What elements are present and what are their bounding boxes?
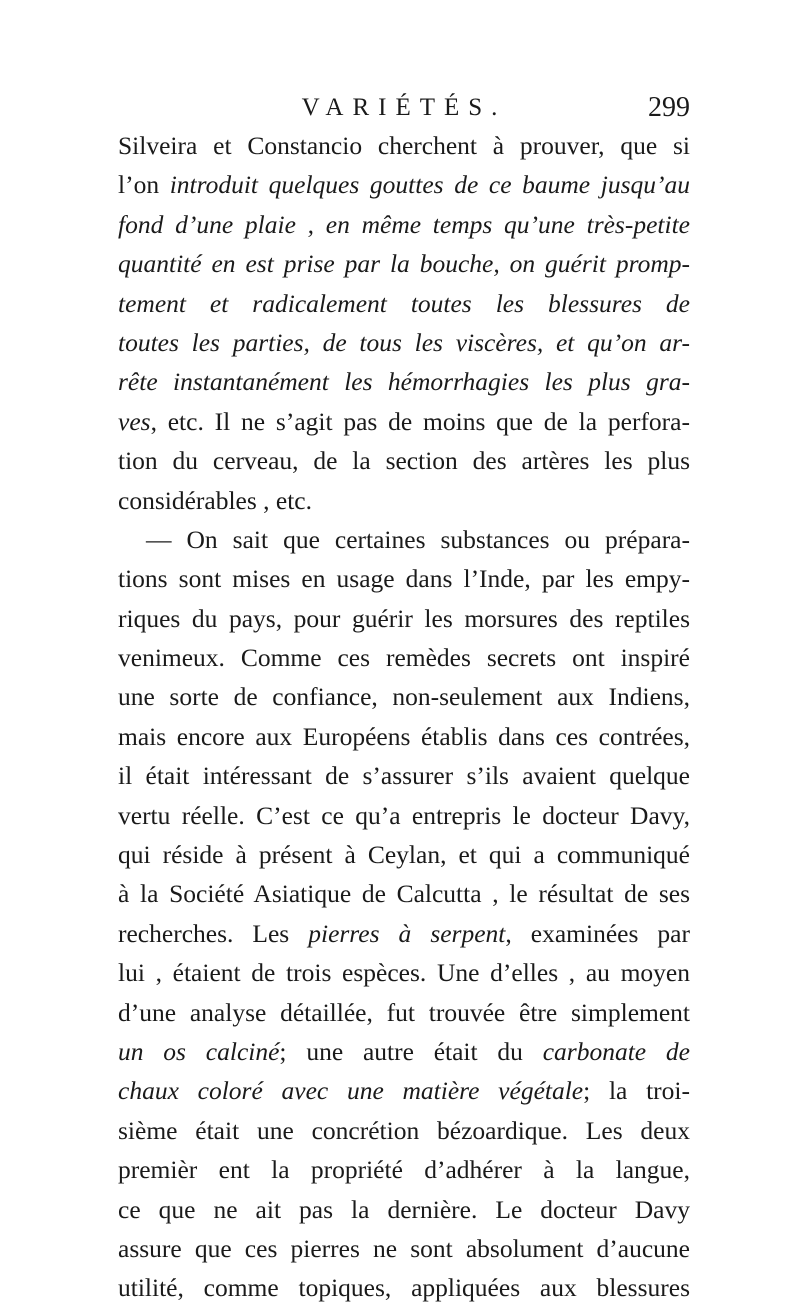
text-line — [118, 1150, 690, 1189]
roman-text: venimeux. Comme ces remèdes secrets ont inspiré — [118, 643, 690, 673]
text-line — [118, 284, 690, 323]
italic-text: quantité en est prise par la bouche, on guérit promp- — [118, 249, 690, 279]
text-line — [118, 1190, 690, 1229]
text-line — [118, 796, 690, 835]
italic-text: fond d’une plaie , en même temps qu’une très-petite — [118, 209, 690, 239]
italic-text: chaux coloré avec une matière végétale — [118, 1076, 584, 1106]
roman-text: l’on — [118, 170, 170, 200]
text-line — [118, 1229, 690, 1268]
text-line — [118, 441, 690, 480]
text-line — [118, 638, 690, 677]
roman-text: ; la troi- — [583, 1076, 691, 1106]
roman-text: utilité, comme topiques, appliquées aux blessures — [118, 1273, 690, 1303]
text-line — [118, 1071, 690, 1110]
italic-text: pierres à serpent — [308, 918, 506, 948]
roman-text: tion du cerveau, de la section des artères les plus — [118, 446, 690, 476]
running-head — [118, 86, 690, 130]
page-number: 299 — [648, 92, 690, 123]
roman-text: , examinées par — [505, 918, 690, 948]
text-line — [118, 1268, 690, 1307]
roman-text: il était intéressant de s’assurer s’ils avaient quelque — [118, 761, 690, 791]
text-line — [118, 599, 690, 638]
text-line — [118, 953, 690, 992]
roman-text: à la Société Asiatique de Calcutta , le résultat de ses — [118, 879, 690, 909]
italic-text: introduit quelques gouttes de ce baume jusqu’au — [169, 170, 690, 200]
roman-text: riques du pays, pour guérir les morsures des reptiles — [118, 603, 690, 633]
italic-text: un os calciné — [118, 1036, 280, 1066]
running-title: VARIÉTÉS. — [301, 94, 507, 121]
text-line — [118, 402, 690, 441]
roman-text: vertu réelle. C’est ce qu’a entrepris le docteur Davy, — [118, 800, 690, 830]
roman-text: tions sont mises en usage dans l’Inde, par les empy- — [118, 564, 690, 594]
italic-text: toutes les parties, de tous les viscères, et qu’on ar- — [118, 327, 690, 357]
text-line — [118, 481, 690, 520]
text-line — [118, 165, 690, 204]
roman-text: ce que ne ait pas la dernière. Le docteur Davy — [118, 1194, 690, 1224]
roman-text: considérables , etc. — [118, 485, 313, 515]
text-line — [118, 1032, 690, 1071]
text-line — [118, 244, 690, 283]
roman-text: recherches. Les — [118, 918, 309, 948]
text-line — [118, 520, 690, 559]
text-line — [118, 717, 690, 756]
text-line — [118, 874, 690, 913]
text-line — [118, 126, 690, 165]
roman-text: premièr ent la propriété d’adhérer à la langue, — [118, 1155, 690, 1185]
body-text — [118, 126, 690, 1308]
text-line — [118, 677, 690, 716]
roman-text: , etc. Il ne s’agit pas de moins que de la perfora- — [150, 406, 690, 436]
roman-text: une sorte de confiance, non-seulement aux Indiens, — [118, 682, 690, 712]
roman-text: ; une autre était du — [279, 1036, 543, 1066]
italic-text: carbonate de — [542, 1036, 690, 1066]
roman-text: assure que ces pierres ne sont absolument d’aucune — [118, 1233, 690, 1263]
text-line — [118, 205, 690, 244]
roman-text: sième était une concrétion bézoardique. Les deux — [118, 1115, 690, 1145]
roman-text: qui réside à présent à Ceylan, et qui a communiqué — [118, 840, 690, 870]
text-line — [118, 559, 690, 598]
italic-text: rête instantanément les hémorrhagies les plus gra- — [118, 367, 690, 397]
text-line — [118, 323, 690, 362]
roman-text: lui , étaient de trois espèces. Une d’elles , au moyen — [118, 958, 690, 988]
roman-text: mais encore aux Européens établis dans ces contrées, — [118, 721, 690, 751]
text-line — [118, 362, 690, 401]
italic-text: ves — [118, 406, 151, 436]
roman-text: d’une analyse détaillée, fut trouvée être simplement — [118, 997, 690, 1027]
roman-text: — On sait que certaines substances ou prépara- — [146, 524, 690, 554]
text-line — [118, 756, 690, 795]
text-line — [118, 914, 690, 953]
roman-text: Silveira et Constancio cherchent à prouver, que si — [118, 131, 690, 160]
text-line — [118, 993, 690, 1032]
text-line — [118, 1111, 690, 1150]
text-line — [118, 835, 690, 874]
italic-text: tement et radicalement toutes les blessures de — [118, 288, 690, 318]
